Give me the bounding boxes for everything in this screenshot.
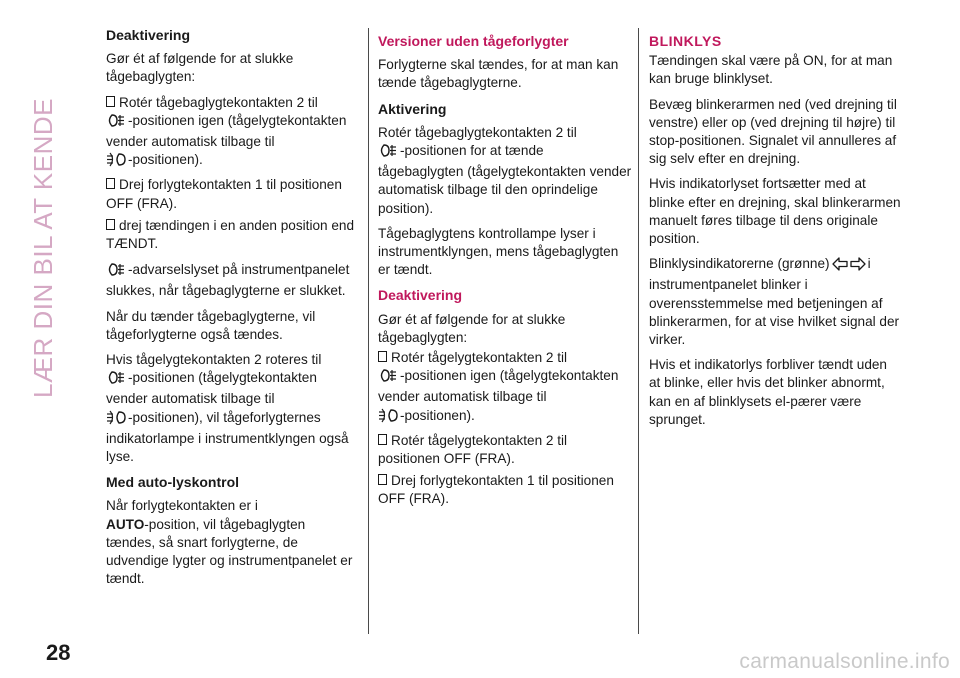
page-number: 28 [46,640,71,665]
checkbox-bullet-icon [106,219,115,230]
paragraph: Bevæg blinkerarmen ned (ved drejning til venstre) eller op (ved drejning til højre) til stop-positionen. Signalet vil annulleres af sig selv efter en drejning. [649,96,897,167]
heading-blinklys: BLINKLYS [649,33,722,49]
heading-versioner: Versioner uden tågeforlygter [378,33,569,49]
bullet-item: Drej forlygtekontakten 1 til positionen OFF (FRA). [378,473,614,507]
paragraph: Gør ét af følgende for at slukke tågebaglygten: [378,311,566,345]
column-divider-2 [638,28,639,634]
paragraph: Gør ét af følgende for at slukke tågebaglygten: [106,51,294,85]
rear-fog-light-icon [378,143,398,163]
checkbox-bullet-icon [378,474,387,485]
footer-watermark: carmanualsonline.info [739,650,950,673]
paragraph: Rotér tågebaglygtekontakten 2 til -positionen for at tænde tågebaglygten (tågelygtekontakten vender automatisk tilbage til den oprindelige position). [378,124,632,216]
paragraph: Når forlygtekontakten er i AUTO-position, vil tågebaglygten tændes, så snart forlygterne, de udvendige lygter og instrumentpanelet er tændt. [106,498,353,587]
bullet-item: Rotér tågelygtekontakten 2 til -positionen igen (tågelygtekontakten vender automatisk tilbage til -positionen). [378,349,632,428]
bullet-item: Rotér tågebaglygtekontakten 2 til -positionen igen (tågelygtekontakten vender automatisk tilbage til -positionen). [106,94,358,173]
heading-aktivering: Aktivering [378,100,447,117]
paragraph: Hvis et indikatorlys forbliver tændt uden at blinke, eller hvis det blinker abnormt, kan en af blinklysets el-pærer være sprunget. [649,357,887,427]
paragraph: Tændingen skal være på ON, for at man kan bruge blinklyset. [649,53,893,87]
paragraph: Hvis tågelygtekontakten 2 roteres til -positionen (tågelygtekontakten vender automatisk tilbage til -positionen), vil tågeforlygternes indikatorlampe i instrumentklyngen også lyse. [106,352,349,465]
rear-fog-light-icon [106,370,126,390]
paragraph: Blinklysindikatorerne (grønne) i instrumentpanelet blinker i overensstemmelse med betjeningen af blinkerarmen, for at vise hvilket signal der virker. [649,256,900,348]
paragraph: Når du tænder tågebaglygterne, vil tågeforlygterne også tændes. [106,308,316,342]
chapter-title: LÆR DIN BIL AT KENDE [28,98,58,398]
front-fog-light-icon [378,408,398,428]
paragraph: Forlygterne skal tændes, for at man kan tænde tågebaglygterne. [378,57,619,91]
checkbox-bullet-icon [378,351,387,362]
checkbox-bullet-icon [106,178,115,189]
rear-fog-light-icon [378,368,398,388]
paragraph: Hvis indikatorlyset fortsætter med at blinke efter en drejning, skal blinkerarmen manuelt føres tilbage til dens originale position. [649,176,901,247]
bullet-item: Drej forlygtekontakten 1 til positionen OFF (FRA). [106,177,342,211]
checkbox-bullet-icon [378,434,387,445]
heading-deaktivering: Deaktivering [378,287,463,304]
rear-fog-light-icon [106,262,126,282]
paragraph: Tågebaglygtens kontrollampe lyser i instrumentklyngen, mens tågebaglygten er tændt. [378,225,619,278]
column-1 [106,26,358,595]
bullet-item: Rotér tågelygtekontakten 2 til positionen OFF (FRA). [378,432,568,467]
turn-signal-arrows-icon [832,257,866,276]
checkbox-bullet-icon [106,96,115,107]
front-fog-light-icon [106,410,126,430]
bullet-item: drej tændingen i en anden position end TÆNDT. [106,217,355,252]
column-2 [378,32,632,513]
heading-auto-lyskontrol: Med auto-lyskontrol [106,474,240,491]
rear-fog-light-icon [106,113,126,133]
front-fog-light-icon [106,152,126,172]
heading-deaktivering: Deaktivering [106,27,191,43]
column-divider-1 [368,28,369,634]
paragraph: -advarselslyset på instrumentpanelet slukkes, når tågebaglygterne er slukket. [106,262,350,299]
column-3 [649,32,901,436]
